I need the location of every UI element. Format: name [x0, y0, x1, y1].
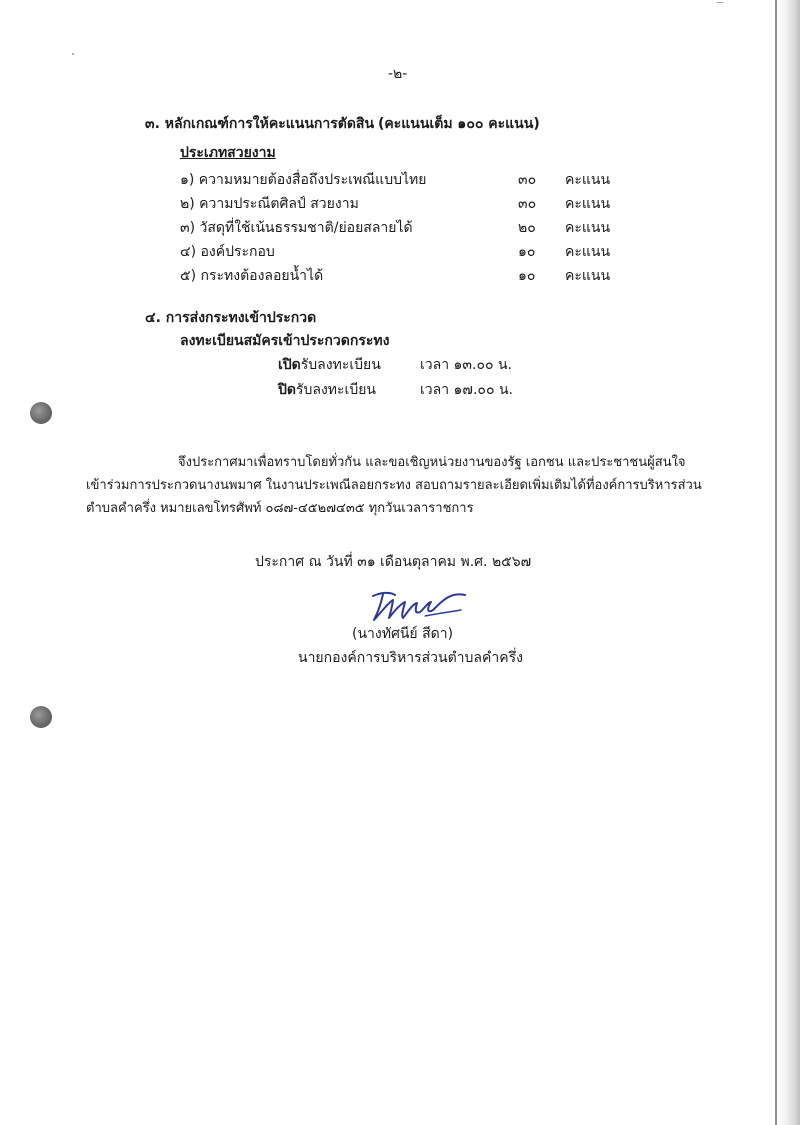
registration-close	[278, 380, 376, 400]
scan-speck	[716, 2, 724, 3]
category-heading: ประเภทสวยงาม	[180, 145, 276, 161]
section4-heading: ๔. การส่งกระทงเข้าประกวด	[145, 310, 317, 326]
registration-open	[278, 355, 381, 375]
page-number: -๒-	[388, 66, 408, 82]
open-label-rest: รับลงทะเบียน	[300, 357, 381, 373]
closing-line-3: ตำบลคำครึ่ง หมายเลขโทรศัพท์ ๐๘๗-๔๕๒๗๔๓๕ ทุกวันเวลาราชการ	[86, 501, 474, 516]
page-edge-shadow	[774, 0, 800, 1125]
criterion-unit: คะแนน	[565, 196, 611, 212]
scan-speck	[72, 53, 74, 55]
criterion-score: ๓๐	[518, 172, 537, 188]
signature-image	[365, 588, 470, 624]
closing-line-2: เข้าร่วมการประกวดนางนพมาศ ในงานประเพณีลอยกระทง สอบถามรายละเอียดเพิ่มเติมได้ที่องค์การบริหารส่วน	[86, 478, 702, 493]
punch-hole-bottom	[30, 706, 52, 728]
criterion-score: ๑๐	[518, 268, 536, 284]
registration-open-time: เวลา ๑๓.๐๐ น.	[420, 357, 513, 373]
criterion-unit: คะแนน	[565, 244, 611, 260]
closing-line-1: จึงประกาศมาเพื่อทราบโดยทั่วกัน และขอเชิญหน่วยงานของรัฐ เอกชน และประชาชนผู้สนใจ	[178, 455, 686, 470]
criterion-label: ๑) ความหมายต้องสื่อถึงประเพณีแบบไทย	[180, 172, 427, 188]
page-edge-line	[775, 0, 777, 1125]
criterion-unit: คะแนน	[565, 172, 611, 188]
criterion-unit: คะแนน	[565, 220, 611, 236]
signatory-position: นายกองค์การบริหารส่วนตำบลคำครึ่ง	[298, 650, 523, 666]
criterion-label: ๓) วัสดุที่ใช้เน้นธรรมชาติ/ย่อยสลายได้	[180, 220, 413, 236]
full-score-note: (คะแนนเต็ม ๑๐๐ คะแนน)	[378, 116, 540, 132]
criterion-score: ๑๐	[518, 244, 536, 260]
criterion-label: ๕) กระทงต้องลอยน้ำได้	[180, 268, 324, 284]
announcement-date: ประกาศ ณ วันที่ ๓๑ เดือนตุลาคม พ.ศ. ๒๕๖๗	[255, 554, 532, 570]
section3-heading: ๓. หลักเกณฑ์การให้คะแนนการตัดสิน	[145, 116, 375, 132]
open-label: เปิด	[278, 357, 301, 373]
registration-heading: ลงทะเบียนสมัครเข้าประกวดกระทง	[180, 333, 390, 349]
close-label-rest: รับลงทะเบียน	[295, 382, 376, 398]
criterion-unit: คะแนน	[565, 268, 611, 284]
signatory-name: (นางทัศนีย์ สีดา)	[352, 626, 454, 642]
close-label: ปิด	[278, 382, 296, 398]
criterion-score: ๒๐	[518, 220, 536, 236]
criterion-label: ๒) ความประณีตศิลป์ สวยงาม	[180, 196, 359, 212]
criterion-score: ๓๐	[518, 196, 537, 212]
registration-close-time: เวลา ๑๗.๐๐ น.	[420, 382, 513, 398]
punch-hole-top	[30, 402, 52, 424]
criterion-label: ๔) องค์ประกอบ	[180, 244, 275, 260]
